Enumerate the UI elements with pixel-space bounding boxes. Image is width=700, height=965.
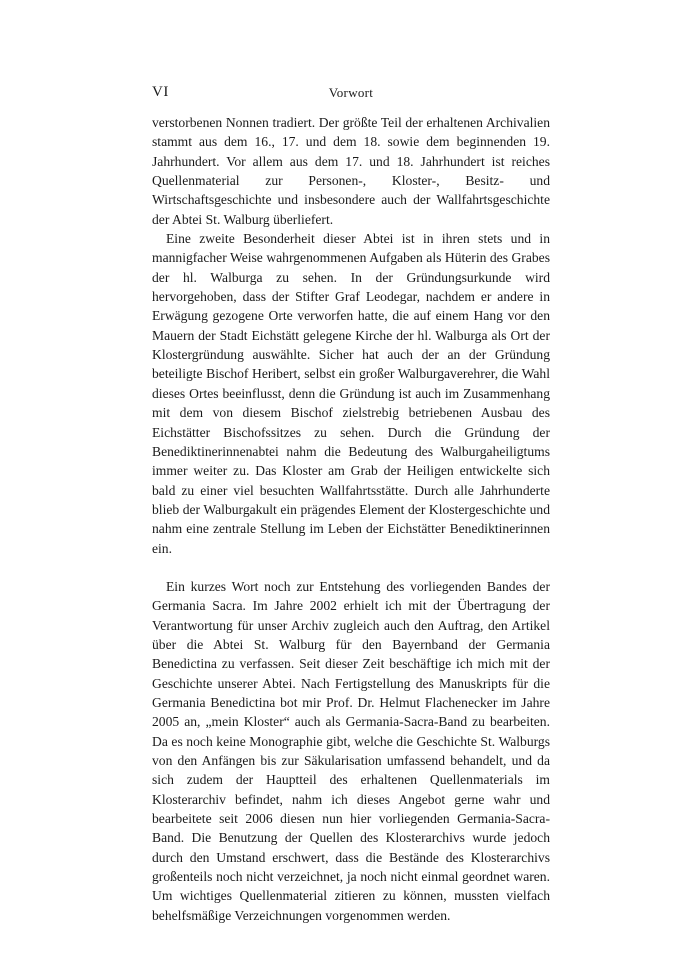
page-number: VI <box>152 84 169 100</box>
running-head: Vorwort <box>328 85 374 100</box>
paragraph-1: verstorbenen Nonnen tradiert. Der größte Teil der erhaltenen Archivalien stammt aus dem 16., 17. und dem 18. sowie dem beginnenden 19. Jahrhundert. Vor allem aus dem 17. und 18. Jahrhundert ist reiches Quellenmaterial zur Personen-, Kloster-, Besitz- und Wirtschaftsgeschichte und insbesondere auch der Wallfahrtsgeschichte der Abtei St. Walburg überliefert. <box>152 115 550 227</box>
page-header <box>152 84 550 104</box>
paragraph-2: Eine zweite Besonderheit dieser Abtei ist in ihren stets und in mannigfacher Weise wahrgenommenen Aufgaben als Hüterin des Grabes der hl. Walburga zu sehen. In der Gründungsurkunde wird hervorgehoben, dass der Stifter Graf Leodegar, nachdem er andere in Erwägung gezogene Orte verworfen hatte, die auf einem Hang vor den Mauern der Stadt Eichstätt gelegene Kirche der hl. Walburga als Ort der Klostergründung auswählte. Sicher hat auch der an der Gründung beteiligte Bischof Heribert, selbst ein großer Walburgaverehrer, die Wahl dieses Ortes beeinflusst, denn die Gründung ist auch im Zusammenhang mit dem von diesem Bischof zielstrebig betriebenen Ausbau des Eichstätter Bischofssitzes zu sehen. Durch die Gründung der Benediktinerinnenabtei nahm die Bedeutung des Walburgaheiligtums immer weiter zu. Das Kloster am Grab der Heiligen entwickelte sich bald zu einer viel besuchten Wallfahrtsstätte. Durch alle Jahrhunderte blieb der Walburgakult ein prägendes Element der Klostergeschichte und nahm eine zentrale Stellung im Leben der Eichstätter Benediktinerinnen ein. <box>152 231 550 556</box>
section-break <box>152 558 550 577</box>
paragraph-3: Ein kurzes Wort noch zur Entstehung des vorliegenden Bandes der Germania Sacra. Im Jahre 2002 erhielt ich mit der Übertragung der Verantwortung für unser Archiv zugleich auch den Auftrag, den Artikel über die Abtei St. Walburg für den Bayernband der Germania Benedictina zu verfassen. Seit dieser Zeit beschäftige ich mich mit der Geschichte unserer Abtei. Nach Fertigstellung des Manuskripts für die Germania Benedictina bot mir Prof. Dr. Helmut Flachenecker im Jahre 2005 an, „mein Kloster“ auch als Germania-Sacra-Band zu bearbeiten. Da es noch keine Monographie gibt, welche die Geschichte St. Walburgs von den Anfängen bis zur Säkularisation umfassend behandelt, und da sich zudem der Hauptteil des erhaltenen Quellenmaterials im Klosterarchiv befindet, nahm ich dieses Angebot gerne wahr und bearbeitete seit 2006 diesen nun hier vorliegenden Germania-Sacra-Band. Die Benutzung der Quellen des Klosterarchivs wurde jedoch durch den Umstand erschwert, dass die Bestände des Klosterarchivs großenteils noch nicht verzeichnet, ja noch nicht einmal geordnet waren. Um wichtiges Quellenmaterial zitieren zu können, mussten vielfach behelfsmäßige Verzeichnungen vorgenommen werden. <box>152 578 550 923</box>
body-text <box>152 113 550 925</box>
